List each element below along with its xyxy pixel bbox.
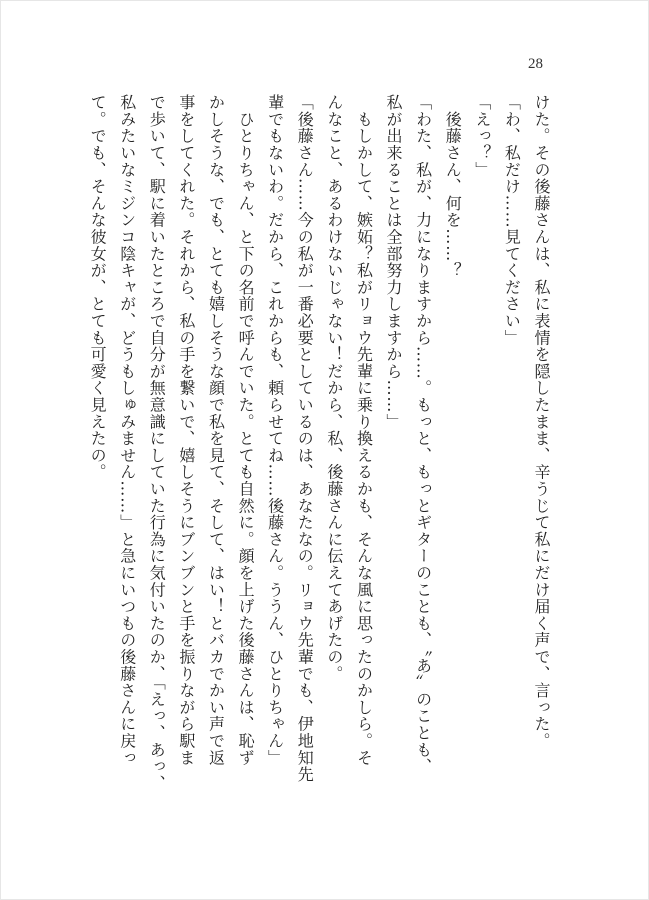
text-line: 私みたいなミジンコ陰キャが、どうもしゅみません……」と急にいつもの後藤さんに戻っ: [117, 94, 137, 766]
text-line: 「後藤さん……今の私が一番必要としているのは、あなたなの。リョウ先輩でも、伊地知先: [295, 94, 315, 783]
text-line: て。でも、そんな彼女が、とても可愛く見えたの。: [88, 94, 108, 481]
body-text: [83, 94, 557, 824]
text-line: ひとりちゃん、と下の名前で呼んでいた。とても自然に。顔を上げた後藤さんは、恥ず: [236, 94, 256, 766]
text-line: んなこと、あるわけないじゃない！だから、私、後藤さんに伝えてあげたの。: [324, 94, 344, 682]
text-line: で歩いて、駅に着いたところで自分が無意識にしていた行為に気付いたのか、「えっ、あっ、: [147, 94, 167, 792]
text-line: 「わた、私が、力になりますから……。もっと、もっとギターのことも、〝あ〟のことも、: [413, 94, 433, 775]
text-line: もしかして、嫉妬？私がリョウ先輩に乗り換えるかも、そんな風に思ったのかしら。そ: [354, 94, 374, 766]
text-line: けた。その後藤さんは、私に表情を隠したまま、辛うじて私にだけ届く声で、言った。: [532, 94, 551, 750]
page-number: 28: [528, 56, 543, 72]
text-line: 事をしてくれた。それから、私の手を繋いで、嬉しそうにブンブンと手を振りながら駅ま: [176, 94, 196, 766]
text-line: 輩でもないわ。だから、これからも、頼らせてね……後藤さん。ううん、ひとりちゃん」: [265, 94, 285, 766]
text-line: 後藤さん、何を……？: [443, 94, 463, 279]
text-line: 私が出来ることは全部努力しますから……」: [384, 94, 404, 430]
text-line: かしそうな、でも、とても嬉しそうな顔で私を見て、そして、はい！とバカでかい声で返: [206, 94, 226, 766]
text-line: 「わ、私だけ……見てください」: [502, 94, 522, 346]
text-line: 「えっ？」: [472, 94, 492, 178]
